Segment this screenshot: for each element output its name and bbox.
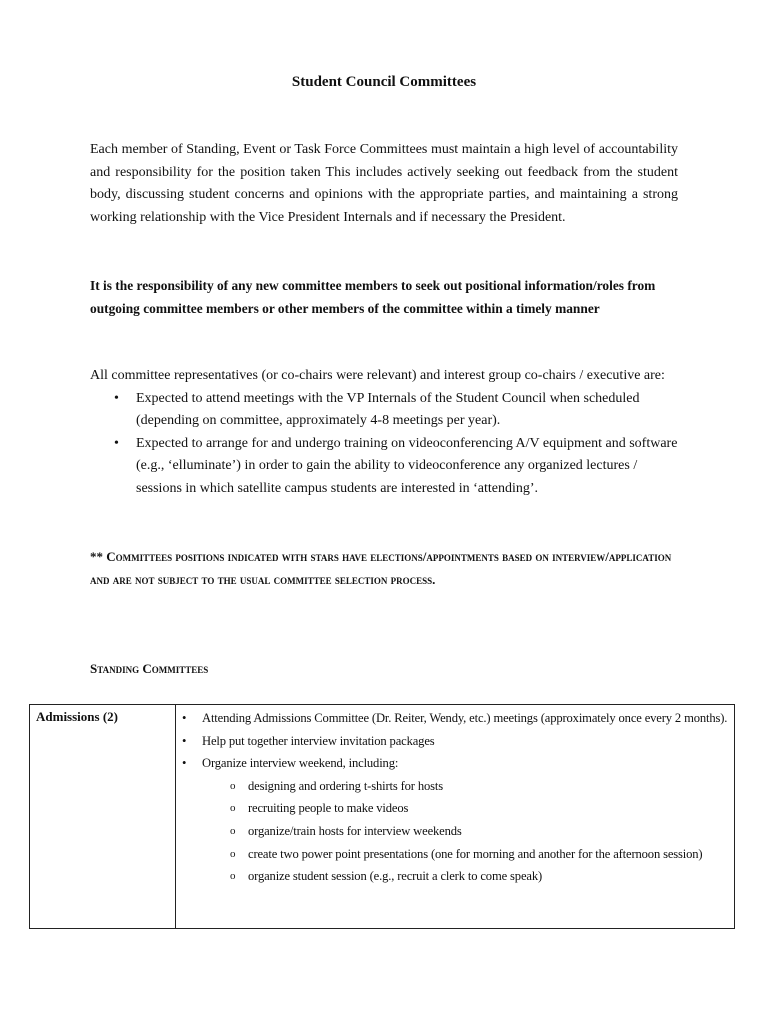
committee-table [29,704,735,929]
circle-bullet-icon: o [230,847,236,860]
list-item [90,433,678,501]
standing-committees-heading: Standing Committees [90,661,209,676]
intro-paragraph: Each member of Standing, Event or Task Force Committees must maintain a high level of accountability and responsibility for the position taken This includes actively seeking out feedback from the student body, discussing student concerns and opinions with the appropriate parties, and maintaining a strong working relationship with the Vice President Internals and if necessary the President. [90,142,678,225]
list-item [176,707,732,730]
circle-bullet-icon: o [230,779,236,792]
list-item [176,752,732,775]
committee-duties-cell [176,707,732,888]
list-item-text: Organize interview weekend, including: [202,756,399,771]
page-title: Student Council Committees [291,74,477,90]
interview-weekend-sublist [176,775,732,888]
list-item-text: recruiting people to make videos [248,801,409,816]
committee-name-cell: Admissions (2) [36,709,118,724]
list-item-text: create two power point presentations (one for morning and another for the afternoon session) [248,846,703,861]
reps-intro: All committee representatives (or co-chairs were relevant) and interest group co-chairs / executive are: [90,368,665,383]
list-item [176,797,732,820]
reps-bullet-list [90,388,678,501]
list-item-text: Help put together interview invitation packages [202,733,435,748]
list-item [176,775,732,798]
bullet-icon: • [114,435,119,451]
list-item [176,843,732,866]
bullet-icon: • [182,711,187,725]
circle-bullet-icon: o [230,824,236,837]
reps-section [90,365,678,501]
list-item [176,865,732,888]
bullet-icon: • [182,756,187,771]
bullet-icon: • [182,733,187,748]
duties-list [176,707,732,775]
list-item-text: designing and ordering t-shirts for hosts [248,778,443,793]
list-item-text: organize/train hosts for interview weekends [248,823,462,838]
stars-note: ** Committees positions indicated with stars have elections/appointments based on interview/application and are not subject to the usual committee selection process. [90,549,672,587]
list-item [176,730,732,753]
list-item [90,388,678,433]
circle-bullet-icon: o [230,870,236,883]
list-item-text: Attending Admissions Committee (Dr. Reiter, Wendy, etc.) meetings (approximately once every 2 months). [202,711,728,725]
circle-bullet-icon: o [230,802,236,815]
list-item-text: organize student session (e.g., recruit a clerk to come speak) [248,869,543,884]
list-item-text: Expected to arrange for and undergo training on videoconferencing A/V equipment and software (e.g., ‘elluminate’) in order to gain the ability to videoconference any organized lectures / sessions in which satellite campus students are interested in ‘attending’. [136,435,678,496]
list-item [176,820,732,843]
bullet-icon: • [114,390,119,406]
list-item-text: Expected to attend meetings with the VP Internals of the Student Council when scheduled (depending on committee, approximately 4-8 meetings per year). [136,390,640,429]
responsibility-paragraph: It is the responsibility of any new committee members to seek out positional information/roles from outgoing committee members or other members of the committee within a timely manner [90,278,656,316]
